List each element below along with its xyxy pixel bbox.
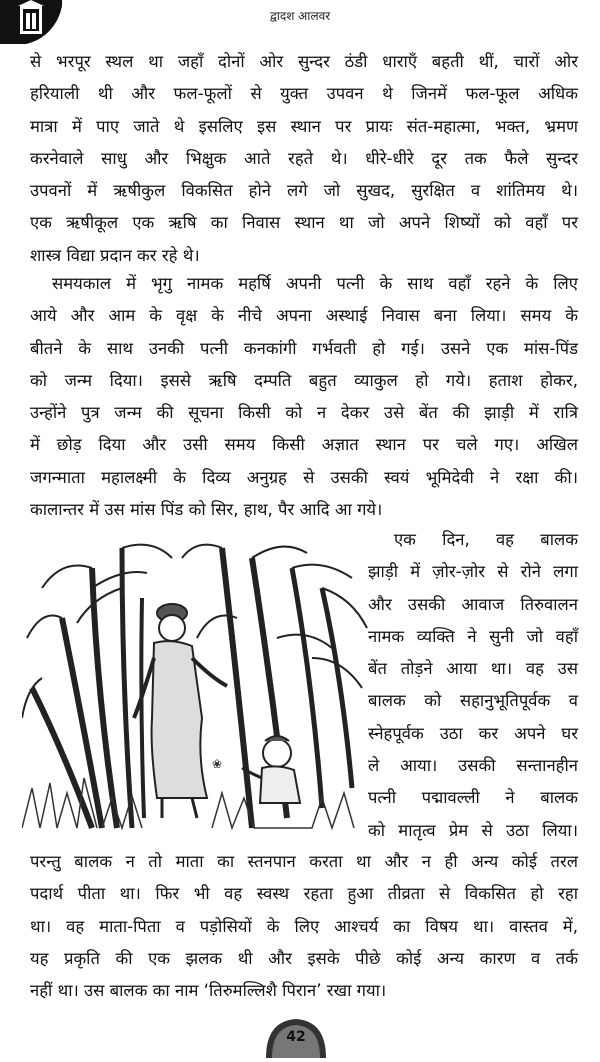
- paragraph-2: [30, 268, 578, 526]
- text-line: आये और आम के वृक्ष के नीचे अपना अस्थाई निवास बना लिया। समय के: [30, 306, 578, 326]
- page-number: [262, 1015, 330, 1058]
- text-line: जगन्माता महालक्ष्मी के दिव्य अनुग्रह से उसकी स्वयं भूमिदेवी ने रक्षा की।: [30, 467, 578, 487]
- running-header-title: द्वादश आलवर: [269, 9, 331, 23]
- paragraph-3-continued: [30, 846, 578, 1007]
- text-line: पदार्थ पीता था। फिर भी वह स्वस्थ रहता हुआ तीव्रता से विकसित हो रहा: [30, 884, 578, 904]
- text-line: मात्रा में पाए जाते थे इसलिए इस स्थान पर प्रायः संत-महात्मा, भक्त, भ्रमण: [30, 116, 578, 136]
- text-line: उन्होंने पुत्र जन्म की सूचना किसी को न देकर उसे बेंत की झाड़ी में रात्रि: [30, 403, 578, 423]
- text-line: को मातृत्व प्रेम से उठा लिया।: [368, 820, 578, 840]
- text-line: झाड़ी में ज़ोर-ज़ोर से रोने लगा: [368, 562, 578, 582]
- text-line: करनेवाले साधु और भिक्षुक आते रहते थे। धीरे-धीरे दूर तक फैले सुन्दर: [30, 148, 578, 168]
- text-line: शास्त्र विद्या प्रदान कर रहे थे।: [30, 245, 200, 265]
- svg-text:❀: ❀: [212, 757, 223, 771]
- text-line: एक ऋषीकूल एक ऋषि का निवास स्थान था जो अपने शिष्यों को वहाँ पर: [30, 213, 578, 233]
- text-line: यह प्रकृति की एक झलक थी और इसके पीछे कोई अन्य कारण व तर्क: [30, 948, 578, 968]
- text-line: नहीं था। उस बालक का नाम ‘तिरुमल्लिशै पिरान’ रखा गया।: [30, 981, 387, 1001]
- text-line: समयकाल में भृगु नामक महर्षि अपनी पत्नी के साथ वहाँ रहने के लिए: [52, 274, 578, 293]
- paragraph-1: [30, 46, 578, 272]
- text-line: पत्नी पद्मावल्ली ने बालक: [368, 788, 578, 808]
- text-line: था। वह माता-पिता व पड़ोसियों के लिए आश्चर्य का विषय था। वास्तव में,: [30, 916, 578, 936]
- text-line: कालान्तर में उस मांस पिंड को सिर, हाथ, पैर आदि आ गये।: [30, 500, 383, 520]
- text-line: नामक व्यक्ति ने सुनी जो वहाँ: [368, 626, 578, 646]
- text-line: उपवनों में ऋषीकुल विकसित होने लगे जो सुखद, सुरक्षित व शांतिमय थे।: [30, 181, 578, 201]
- text-line: से भरपूर स्थल था जहाँ दोनों ओर सुन्दर ठंडी धाराएँ बहती थीं, चारों ओर: [30, 52, 578, 71]
- illustration-man-finding-baby-in-cane-grove: [22, 528, 368, 830]
- text-line: परन्तु बालक न तो माता का स्तनपान करता था और न ही अन्य कोई तरल: [30, 852, 578, 871]
- paragraph-3-beside-illustration: [368, 524, 578, 847]
- text-line: एक दिन, वह बालक: [394, 530, 578, 549]
- text-line: को जन्म दिया। इससे ऋषि दम्पति बहुत व्याकुल हो गये। हताश होकर,: [30, 370, 578, 390]
- text-line: बेंत तोड़ने आया था। वह उस: [368, 659, 578, 679]
- text-line: में छोड़ दिया और उसी समय किसी अज्ञात स्थान पर चले गए। अखिल: [30, 435, 578, 455]
- text-line: ले आया। उसकी सन्तानहीन: [368, 756, 578, 776]
- text-line: हरियाली थी और फल-फूलों से युक्त उपवन थे जिनमें फल-फूल अधिक: [30, 84, 578, 104]
- text-line: बालक को सहानुभूतिपूर्वक व: [368, 691, 578, 711]
- page-number-text: 42: [286, 1029, 306, 1045]
- text-line: स्नेहपूर्वक उठा कर अपने घर: [368, 723, 578, 743]
- text-line: और उसकी आवाज तिरुवालन: [368, 594, 578, 614]
- text-line: बीतने के साथ उनकी पत्नी कनकांगी गर्भवती हो गई। उसने एक मांस-पिंड: [30, 338, 578, 358]
